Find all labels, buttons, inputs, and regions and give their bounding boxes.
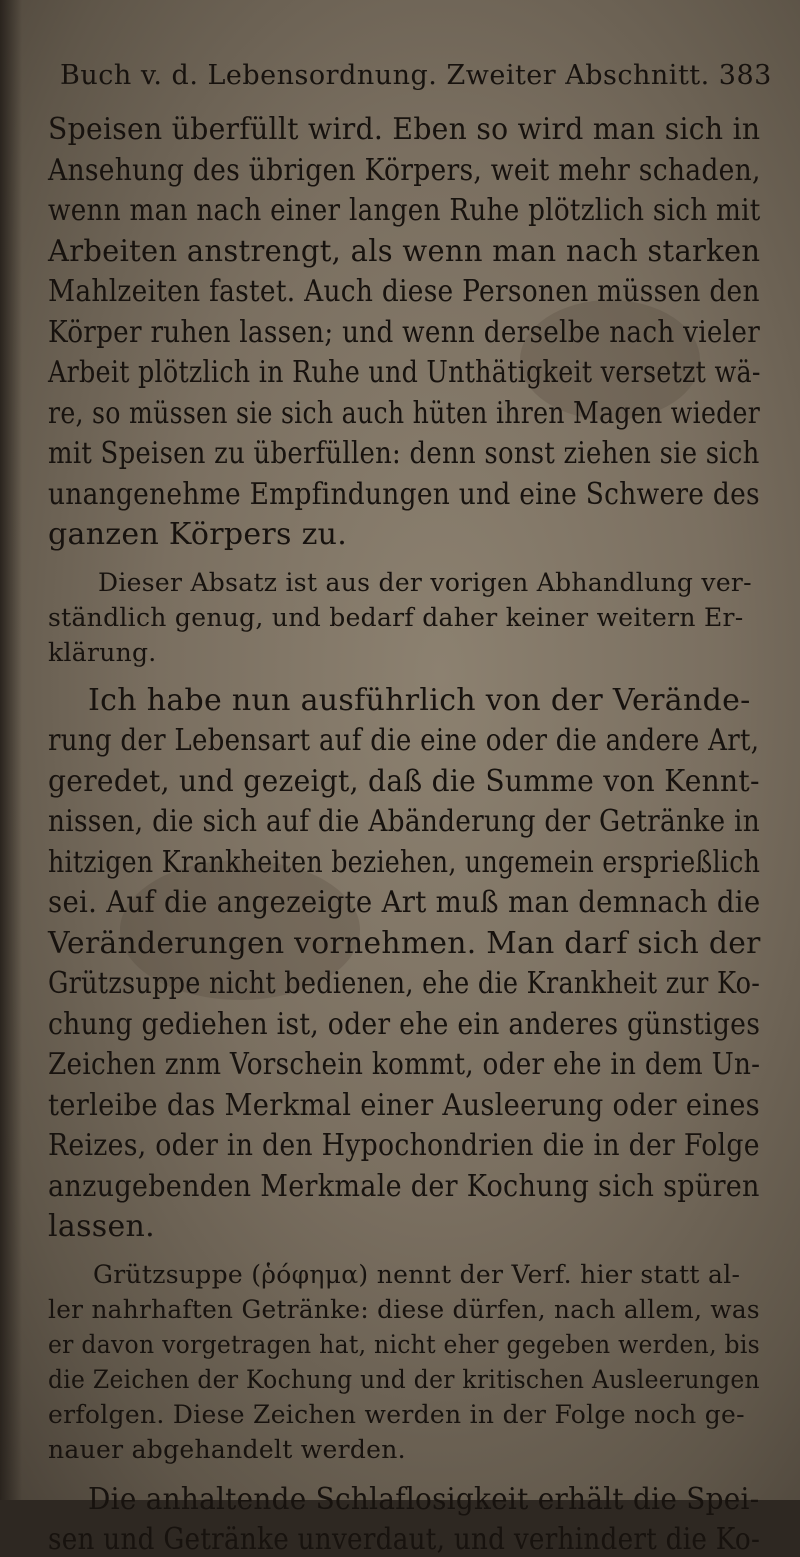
text-line: Grützsuppe nicht bedienen, ehe die Krankheit zur Ko- (48, 966, 761, 1001)
text-line: Reizes, oder in den Hypochondrien die in der Folge (48, 1128, 760, 1163)
running-header: Buch v. d. Lebensordnung. Zweiter Abschnitt. 383 (60, 60, 772, 91)
page-gutter-shadow (0, 0, 22, 1500)
text-line: re, so müssen sie sich auch hüten ihren Magen wieder (48, 396, 761, 431)
text-line: mit Speisen zu überfüllen: denn sonst ziehen sie sich (48, 436, 760, 471)
note-line: ständlich genug, und bedarf daher keiner weitern Er- (48, 603, 744, 632)
note-line: ler nahrhaften Getränke: diese dürfen, nach allem, was (48, 1295, 760, 1324)
text-line: Ansehung des übrigen Körpers, weit mehr schaden, (48, 153, 761, 188)
text-line: sei. Auf die angezeigte Art muß man demnach die (48, 885, 761, 920)
text-line: chung gediehen ist, oder ehe ein anderes günstiges (48, 1007, 761, 1042)
note-line: erfolgen. Diese Zeichen werden in der Folge noch ge- (48, 1400, 745, 1429)
text-line: unangenehme Empfindungen und eine Schwere des (48, 477, 760, 512)
text-line: anzugebenden Merkmale der Kochung sich spüren (48, 1169, 760, 1204)
text-line: sen und Getränke unverdaut, und verhindert die Ko- (48, 1522, 761, 1557)
note-line: er davon vorgetragen hat, nicht eher gegeben werden, bis (48, 1330, 760, 1359)
text-line: nissen, die sich auf die Abänderung der Getränke in (48, 804, 761, 839)
text-line: geredet, und gezeigt, daß die Summe von Kennt- (48, 764, 760, 799)
text-line: Die anhaltende Schlaflosigkeit erhält die Spei- (88, 1482, 760, 1517)
text-line: rung der Lebensart auf die eine oder die andere Art, (48, 723, 760, 758)
text-line: Mahlzeiten fastet. Auch diese Personen müssen den (48, 274, 760, 309)
text-line: wenn man nach einer langen Ruhe plötzlich sich mit (48, 193, 761, 228)
text-line: lassen. (48, 1209, 155, 1244)
note-line: Dieser Absatz ist aus der vorigen Abhandlung ver- (98, 568, 752, 597)
note-line: klärung. (48, 638, 157, 667)
text-line: Speisen überfüllt wird. Eben so wird man sich in (48, 112, 761, 147)
note-line: nauer abgehandelt werden. (48, 1435, 406, 1464)
text-line: terleibe das Merkmal einer Ausleerung oder eines (48, 1088, 761, 1123)
note-line: die Zeichen der Kochung und der kritischen Ausleerungen (48, 1365, 760, 1394)
text-line: Veränderungen vornehmen. Man darf sich der (48, 926, 761, 961)
text-line: Arbeit plötzlich in Ruhe und Unthätigkeit versetzt wä- (48, 355, 761, 390)
note-line: Grützsuppe (ῥόφημα) nennt der Verf. hier statt al- (93, 1260, 741, 1289)
text-line: ganzen Körpers zu. (48, 517, 348, 552)
text-line: hitzigen Krankheiten beziehen, ungemein ersprießlich (48, 845, 761, 880)
text-line: Zeichen znm Vorschein kommt, oder ehe in dem Un- (48, 1047, 761, 1082)
text-line: Körper ruhen lassen; und wenn derselbe nach vieler (48, 315, 761, 350)
text-line: Ich habe nun ausführlich von der Verände- (88, 683, 751, 718)
text-line: Arbeiten anstrengt, als wenn man nach starken (48, 234, 761, 269)
